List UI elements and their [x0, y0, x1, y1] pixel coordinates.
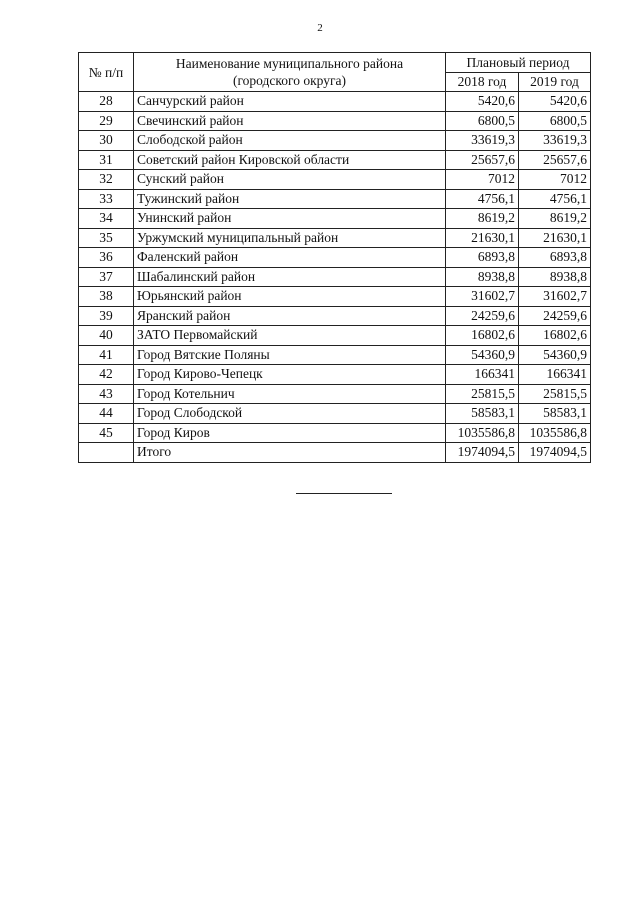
table-row	[79, 306, 591, 326]
row-number: 45	[79, 423, 134, 443]
header-year-2019: 2019 год	[519, 72, 591, 92]
row-name: Уржумский муниципальный район	[134, 228, 446, 248]
table-row	[79, 248, 591, 268]
row-name: Город Слободской	[134, 404, 446, 424]
row-value-2018: 31602,7	[446, 287, 519, 307]
row-value-2018: 25657,6	[446, 150, 519, 170]
row-value-2018: 5420,6	[446, 92, 519, 112]
row-value-2019: 24259,6	[519, 306, 591, 326]
table-header	[79, 53, 591, 92]
table-row	[79, 111, 591, 131]
table-row	[79, 170, 591, 190]
row-name: Сунский район	[134, 170, 446, 190]
row-value-2018: 4756,1	[446, 189, 519, 209]
row-value-2019: 21630,1	[519, 228, 591, 248]
row-name: Шабалинский район	[134, 267, 446, 287]
table-row	[79, 92, 591, 112]
row-value-2019: 25815,5	[519, 384, 591, 404]
table-row	[79, 189, 591, 209]
row-number: 31	[79, 150, 134, 170]
row-value-2019: 31602,7	[519, 287, 591, 307]
table-row	[79, 423, 591, 443]
row-name: Тужинский район	[134, 189, 446, 209]
row-value-2019: 5420,6	[519, 92, 591, 112]
row-value-2018: 21630,1	[446, 228, 519, 248]
row-value-2018: 6800,5	[446, 111, 519, 131]
header-name-line2: (городского округа)	[232, 73, 347, 88]
table-row	[79, 345, 591, 365]
row-name: Яранский район	[134, 306, 446, 326]
row-value-2019: 1974094,5	[519, 443, 591, 463]
row-value-2018: 58583,1	[446, 404, 519, 424]
row-value-2019: 6893,8	[519, 248, 591, 268]
row-name: Юрьянский район	[134, 287, 446, 307]
row-value-2019: 25657,6	[519, 150, 591, 170]
table-body	[79, 92, 591, 463]
page-number: 2	[317, 22, 323, 34]
row-value-2018: 166341	[446, 365, 519, 385]
row-name: ЗАТО Первомайский	[134, 326, 446, 346]
row-number: 36	[79, 248, 134, 268]
header-year-2018: 2018 год	[446, 72, 519, 92]
row-name: Советский район Кировской области	[134, 150, 446, 170]
row-number: 34	[79, 209, 134, 229]
row-value-2019: 54360,9	[519, 345, 591, 365]
row-name: Санчурский район	[134, 92, 446, 112]
row-number: 37	[79, 267, 134, 287]
header-period: Плановый период	[446, 53, 591, 73]
table-row	[79, 131, 591, 151]
row-name: Унинский район	[134, 209, 446, 229]
row-number: 28	[79, 92, 134, 112]
row-number	[79, 443, 134, 463]
row-value-2018: 16802,6	[446, 326, 519, 346]
table-row	[79, 384, 591, 404]
row-name: Город Киров	[134, 423, 446, 443]
row-value-2019: 8619,2	[519, 209, 591, 229]
table-row	[79, 209, 591, 229]
table-row	[79, 267, 591, 287]
row-value-2018: 1974094,5	[446, 443, 519, 463]
row-value-2018: 24259,6	[446, 306, 519, 326]
row-value-2018: 8938,8	[446, 267, 519, 287]
row-value-2018: 1035586,8	[446, 423, 519, 443]
row-name: Свечинский район	[134, 111, 446, 131]
row-number: 41	[79, 345, 134, 365]
table-row	[79, 326, 591, 346]
row-number: 33	[79, 189, 134, 209]
budget-table	[78, 52, 591, 463]
row-value-2018: 33619,3	[446, 131, 519, 151]
row-value-2018: 6893,8	[446, 248, 519, 268]
table-row	[79, 404, 591, 424]
row-name: Фаленский район	[134, 248, 446, 268]
table-row	[79, 228, 591, 248]
separator-line	[296, 493, 392, 494]
row-value-2019: 4756,1	[519, 189, 591, 209]
row-number: 35	[79, 228, 134, 248]
row-number: 40	[79, 326, 134, 346]
row-value-2019: 33619,3	[519, 131, 591, 151]
table-row	[79, 150, 591, 170]
row-number: 29	[79, 111, 134, 131]
row-number: 38	[79, 287, 134, 307]
row-number: 32	[79, 170, 134, 190]
row-value-2019: 6800,5	[519, 111, 591, 131]
row-name: Город Котельнич	[134, 384, 446, 404]
row-value-2018: 54360,9	[446, 345, 519, 365]
header-name	[134, 53, 446, 92]
row-number: 43	[79, 384, 134, 404]
row-number: 42	[79, 365, 134, 385]
row-name: Слободской район	[134, 131, 446, 151]
table-row	[79, 443, 591, 463]
row-value-2018: 7012	[446, 170, 519, 190]
row-value-2019: 8938,8	[519, 267, 591, 287]
row-number: 30	[79, 131, 134, 151]
row-value-2019: 16802,6	[519, 326, 591, 346]
row-name: Итого	[134, 443, 446, 463]
row-value-2018: 25815,5	[446, 384, 519, 404]
row-value-2019: 7012	[519, 170, 591, 190]
row-number: 39	[79, 306, 134, 326]
row-value-2019: 166341	[519, 365, 591, 385]
table-row	[79, 287, 591, 307]
row-number: 44	[79, 404, 134, 424]
table-row	[79, 365, 591, 385]
row-value-2018: 8619,2	[446, 209, 519, 229]
row-value-2019: 1035586,8	[519, 423, 591, 443]
row-name: Город Вятские Поляны	[134, 345, 446, 365]
row-name: Город Кирово-Чепецк	[134, 365, 446, 385]
row-value-2019: 58583,1	[519, 404, 591, 424]
header-num: № п/п	[79, 53, 134, 92]
header-name-line1: Наименование муниципального района	[175, 56, 404, 71]
